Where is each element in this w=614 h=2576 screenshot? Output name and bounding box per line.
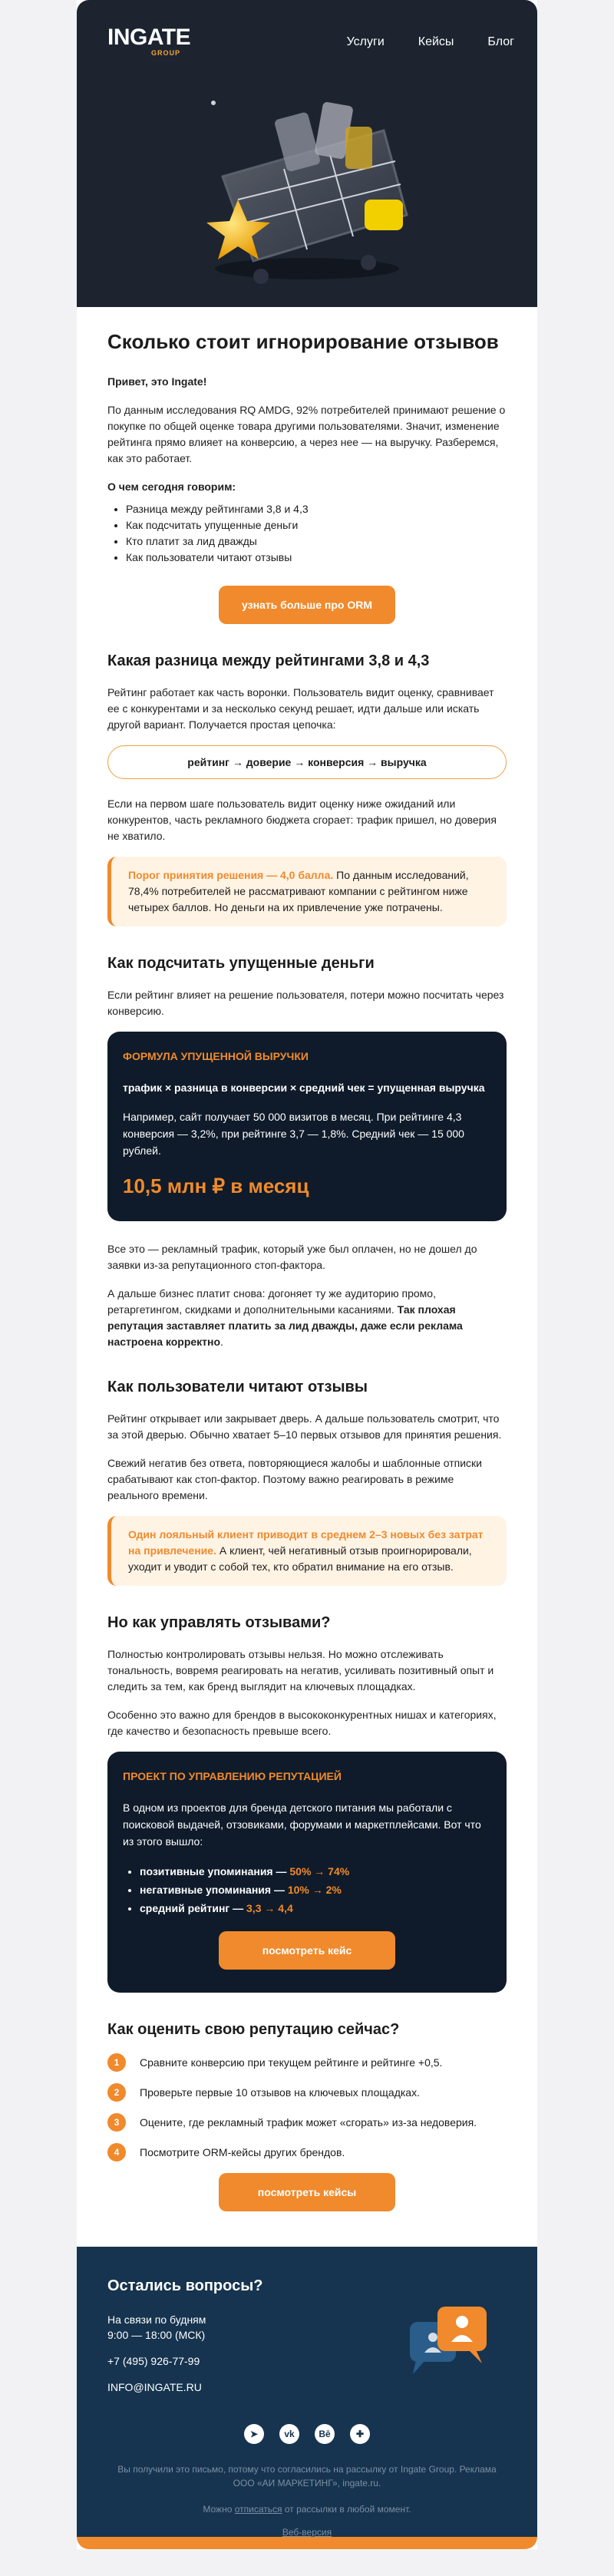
reviews-paragraph-2: Свежий негатив без ответа, повторяющиеся жалобы и шаблонные отписки срабатывают как стоп-фактор. Поэтому важно реагировать в режиме реального времени. [107,1457,482,1502]
logo[interactable]: INGATE [107,25,191,50]
funnel-chain: рейтинг → доверие → конверсия → выручка [107,745,507,779]
hero-header [77,0,537,307]
section-title-manage: Но как управлять отзывами? [107,1614,331,1632]
main-content [77,307,537,2247]
email-title: Сколько стоит игнорирование отзывов [107,330,499,353]
shopping-cart-illustration [192,84,422,292]
email-link[interactable]: INFO@INGATE.RU [107,2381,202,2394]
step-number: 3 [107,2113,126,2132]
section-title-ratings: Какая разница между рейтингами 3,8 и 4,3 [107,652,430,670]
case-results [123,1862,491,1917]
section-title-lost-money: Как подсчитать упущенные деньги [107,955,375,973]
unsubscribe-line [107,2502,507,2516]
lost-money-paragraph: Если рейтинг влияет на решение пользователя, потери можно посчитать через конверсию. [107,989,504,1018]
assessment-steps [107,2053,507,2162]
work-hours-time: 9:00 — 18:00 (МСК) [107,2329,206,2342]
list-item [107,2113,507,2132]
web-version-line [107,2525,507,2539]
result-label: средний рейтинг — [140,1902,247,1915]
case-label: ПРОЕКТ ПО УПРАВЛЕНИЮ РЕПУТАЦИЕЙ [123,1770,342,1783]
footer [77,2247,537,2537]
formula-text: трафик × разница в конверсии × средний чек = упущенная выручка [123,1082,485,1095]
result-value: 10% → 2% [287,1884,342,1897]
formula-card [107,1032,507,1221]
formula-label: ФОРМУЛА УПУЩЕННОЙ ВЫРУЧКИ [123,1050,309,1063]
topics-title: О чем сегодня говорим: [107,481,236,494]
manage-paragraph-2: Особенно это важно для брендов в высококонкурентных нишах и категориях, где качество и безопасность превыше всего. [107,1709,497,1738]
formula-example: Например, сайт получает 50 000 визитов в месяц. При рейтинге 4,3 конверсия — 3,2%, при рейтинге 3,7 — 1,8%. Средний чек — 15 000 рублей. [123,1111,464,1158]
ratings-paragraph: Рейтинг работает как часть воронки. Пользователь видит оценку, сравнивает ее с конкурентами и за несколько секунд решает, идти дальше или искать другой вариант. Получается простая цепочка: [107,686,494,732]
legal-text: от рассылки в любой момент. [282,2504,411,2515]
threshold-callout [107,857,507,926]
list-item: • Как подсчитать упущенные деньги [126,517,507,533]
work-hours-label: На связи по будням [107,2313,206,2327]
manage-paragraph: Полностью контролировать отзывы нельзя. Но можно отслеживать тональность, вовремя реагировать на негатив, усиливать позитивный опыт и следить за тем, как бренд выглядит на ключевых площадках. [107,1648,494,1693]
ratings-paragraph-2: Если на первом шаге пользователь видит оценку ниже ожиданий или конкурентов, часть рекламного бюджета сгорает: трафик пришел, но доверия не хватило. [107,798,497,843]
nav-blog-link[interactable]: Блог [487,35,514,48]
step-number: 1 [107,2053,126,2072]
formula-result: 10,5 млн ₽ в месяц [123,1174,309,1198]
paragraph-text: . [220,1336,223,1349]
result-label: негативные упоминания — [140,1884,288,1897]
chat-bubbles-icon [402,2300,494,2385]
list-item [140,1899,491,1917]
nav-cases-link[interactable]: Кейсы [418,35,454,48]
web-version-link[interactable]: Веб-версия [282,2527,332,2538]
top-nav [347,35,514,49]
phone-link[interactable]: +7 (495) 926-77-99 [107,2355,200,2368]
callout-text: А клиент, чей негативный отзыв проигнорировали, уходит и уводит с собой тех, кто обратил внимание на его отзыв. [128,1544,472,1574]
step-text: Оцените, где рекламный трафик может «сгорать» из-за недоверия. [140,2116,477,2129]
lost-money-paragraph-2: Все это — рекламный трафик, который уже был оплачен, но не дошел до заявки из-за репутационного стоп-фактора. [107,1243,477,1272]
email-container [77,0,537,2549]
lost-money-paragraph-3 [107,1286,507,1350]
list-item [140,1881,491,1899]
view-cases-button[interactable]: посмотреть кейсы [219,2173,395,2211]
paragraph-emphasis: Так плохая репутация заставляет платить за лид дважды, даже если реклама настроена корректно [107,1303,463,1349]
nav-services-link[interactable]: Услуги [346,35,385,48]
reviews-paragraph: Рейтинг открывает или закрывает дверь. А дальше пользователь смотрит, что за этой дверью. Обычно хватает 5–10 первых отзывов для принятия решения. [107,1412,502,1442]
loyal-client-callout [107,1516,507,1586]
list-item: • Как пользователи читают отзывы [126,550,507,566]
section-title-assess: Как оценить свою репутацию сейчас? [107,2021,400,2039]
callout-text: По данным исследований, 78,4% потребителей не рассматривают компании с рейтингом ниже четырех баллов. Но деньги на их привлечение уже потрачены. [128,869,469,914]
topics-list [107,501,507,566]
step-text: Посмотрите ORM-кейсы других брендов. [140,2146,345,2159]
result-value: 50% → 74% [289,1865,350,1878]
behance-icon[interactable]: Bē [315,2424,335,2444]
plus-icon[interactable]: ✚ [350,2424,370,2444]
intro-paragraph: По данным исследования RQ AMDG, 92% потребителей принимают решение о покупке по общей оценке товара другими пользователями. Значит, изменение рейтинга прямо влияет на конверсию, а через нее — на выручку. Разберемся, как это работает. [107,404,506,465]
callout-highlight: Один лояльный клиент приводит в среднем 2–3 новых без затрат на привлечение. [128,1528,484,1557]
social-links [107,2424,507,2444]
legal-text: Можно [203,2504,235,2515]
list-item [107,2083,507,2102]
logo-subtitle: GROUP [151,49,181,57]
section-title-reviews: Как пользователи читают отзывы [107,1379,368,1396]
result-label: позитивные упоминания — [140,1865,290,1878]
greeting: Привет, это Ingate! [107,375,207,388]
list-item: • Кто платит за лид дважды [126,533,507,550]
case-text: В одном из проектов для бренда детского питания мы работали с поисковой выдачей, отзовиками, форумами и маркетплейсами. Вот что из этого вышло: [123,1802,481,1848]
unsubscribe-link[interactable]: отписаться [234,2504,282,2515]
step-text: Проверьте первые 10 отзывов на ключевых площадках. [140,2086,420,2099]
step-number: 2 [107,2083,126,2102]
callout-highlight: Порог принятия решения — 4,0 балла. [128,869,334,882]
step-text: Сравните конверсию при текущем рейтинге и рейтинге +0,5. [140,2056,443,2069]
list-item [140,1862,491,1881]
telegram-icon[interactable]: ➤ [244,2424,264,2444]
list-item [107,2143,507,2162]
case-card [107,1752,507,1993]
learn-orm-button[interactable]: узнать больше про ORM [219,586,395,624]
footer-title: Остались вопросы? [107,2277,263,2295]
legal-notice: Вы получили это письмо, потому что согласились на рассылку от Ingate Group. Реклама ООО «АИ МАРКЕТИНГ», ingate.ru. [117,2464,497,2489]
step-number: 4 [107,2143,126,2162]
vk-icon[interactable]: vk [279,2424,299,2444]
list-item [107,2053,507,2072]
view-case-button[interactable]: посмотреть кейс [219,1931,395,1970]
paragraph-text: А дальше бизнес платит снова: догоняет ту же аудиторию промо, ретаргетингом, скидками и дополнительными касаниями. [107,1287,436,1316]
list-item: • Разница между рейтингами 3,8 и 4,3 [126,501,507,517]
result-value: 3,3 → 4,4 [246,1902,293,1915]
